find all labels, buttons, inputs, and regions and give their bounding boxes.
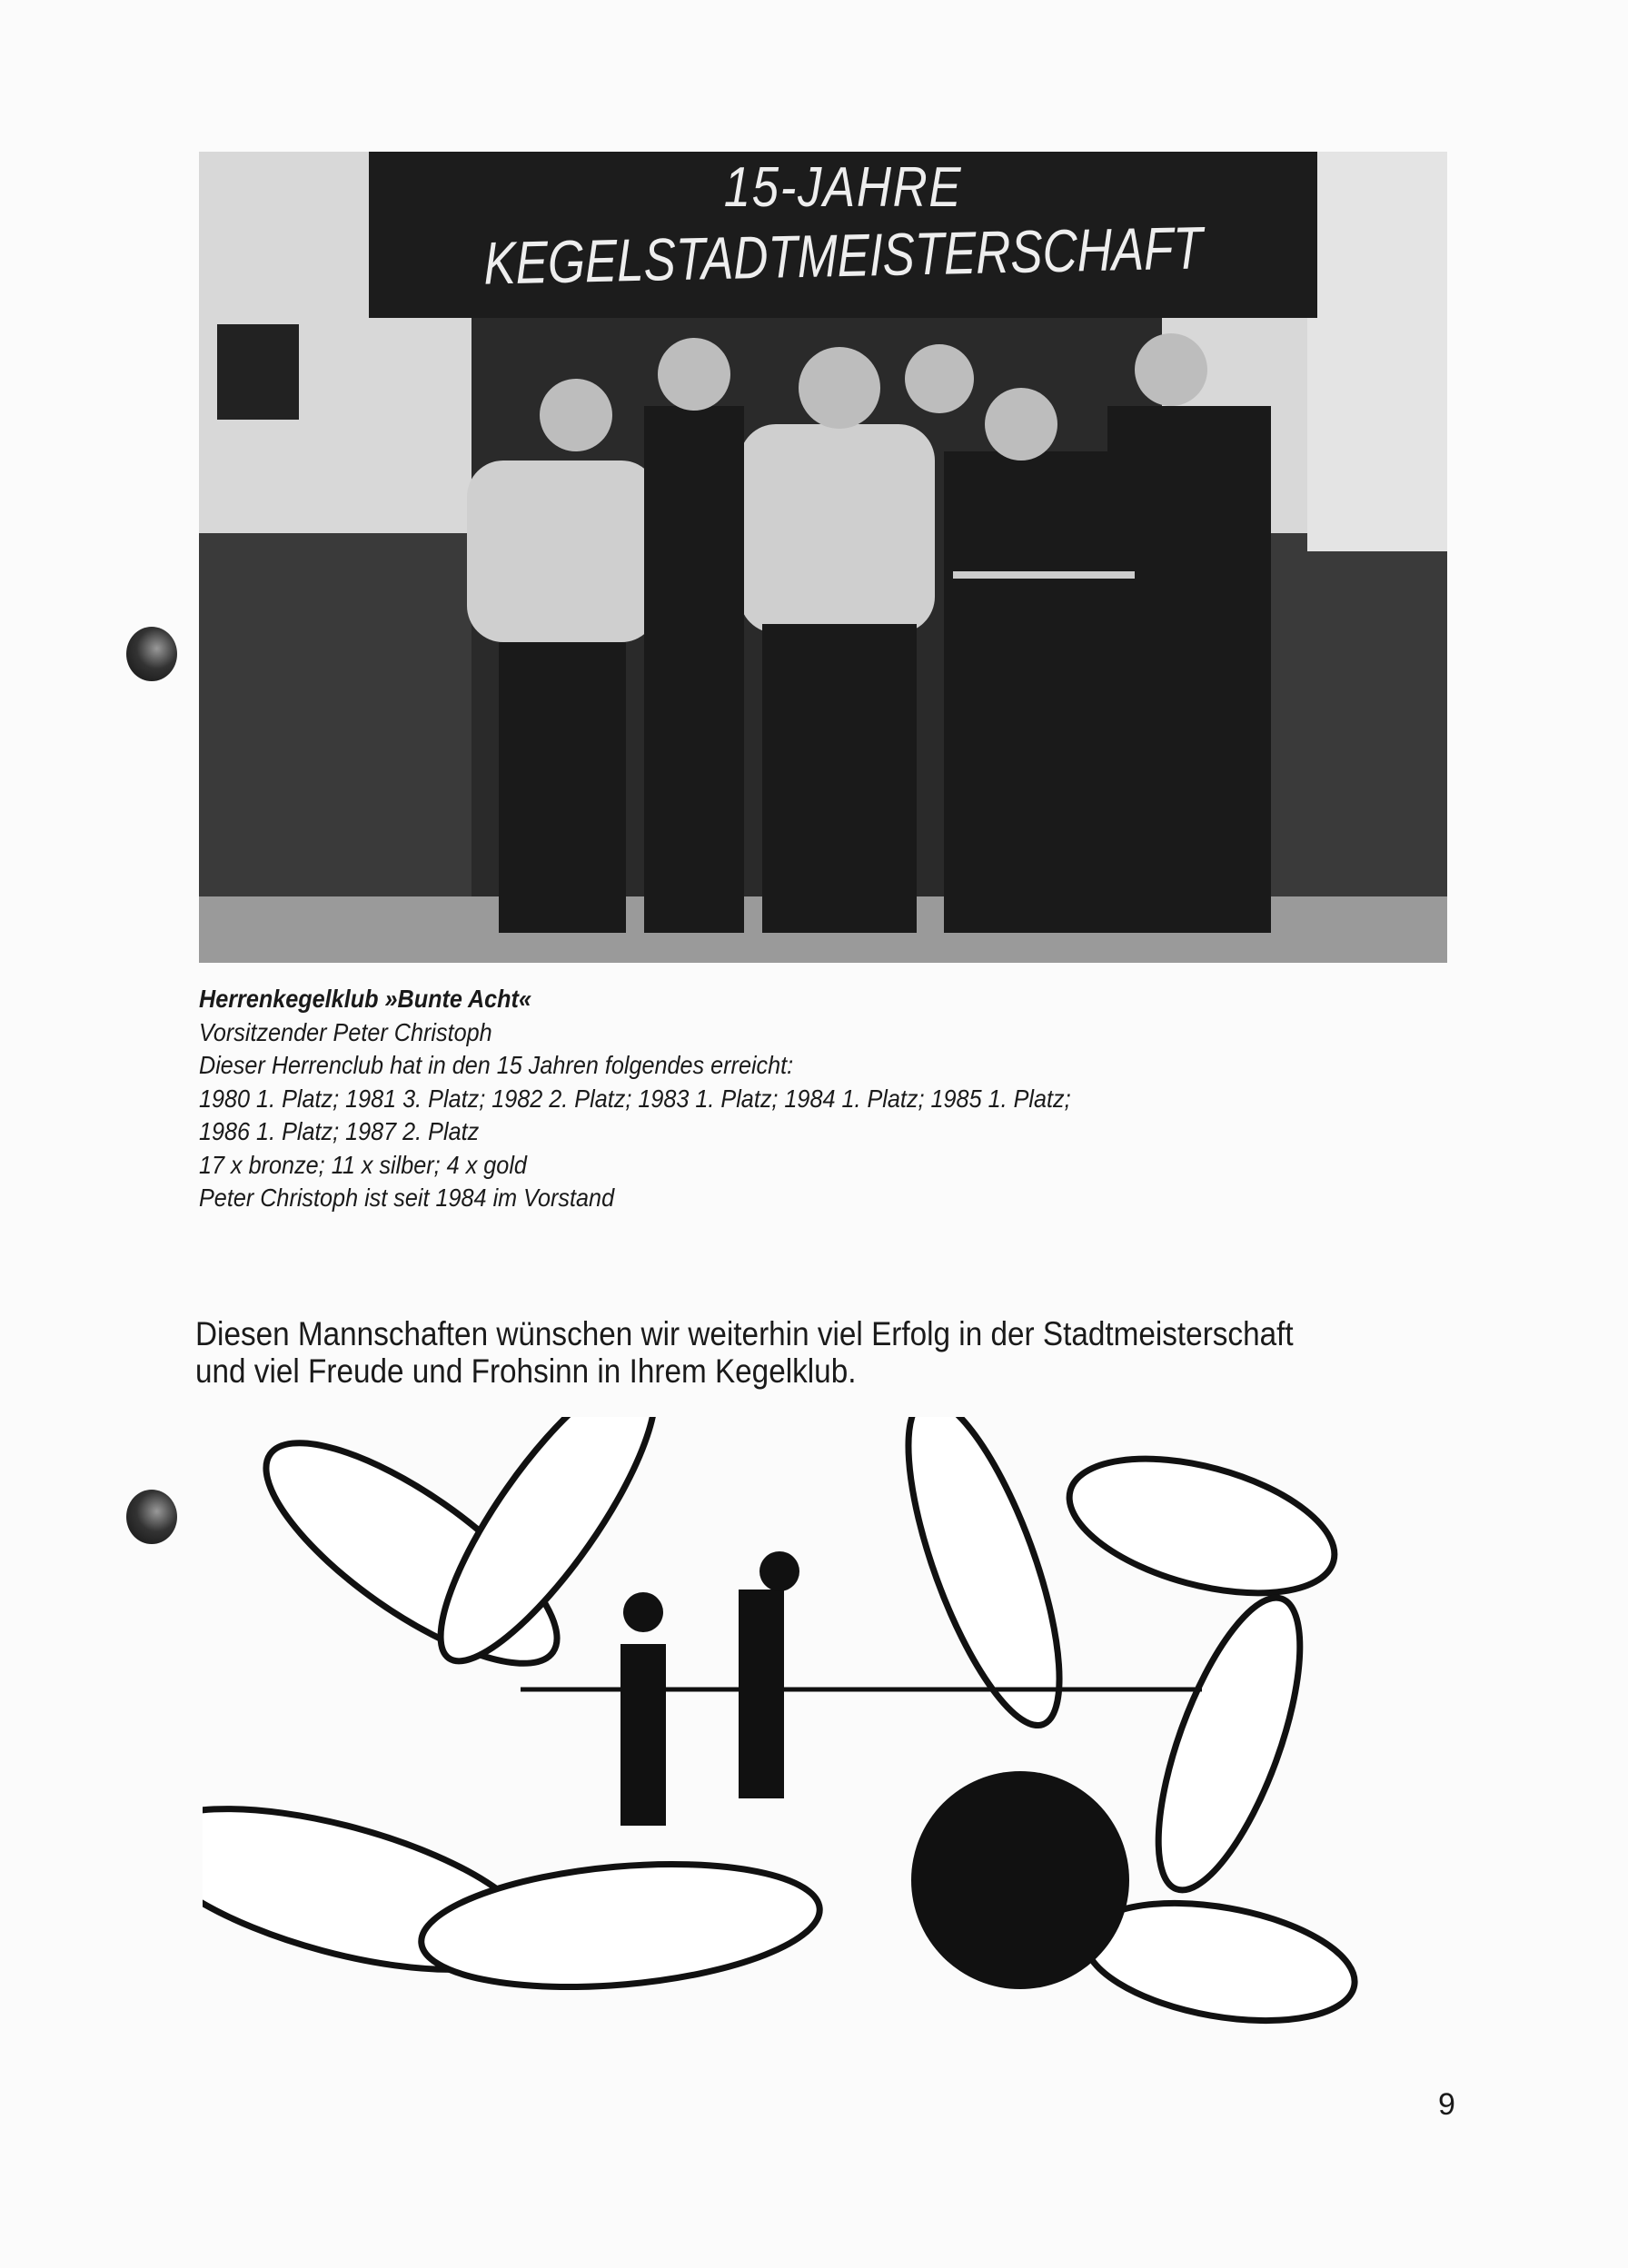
caption-line: Dieser Herrenclub hat in den 15 Jahren folgendes erreicht:: [199, 1051, 794, 1079]
punch-hole-bottom: [126, 1490, 177, 1544]
closing-line-1: Diesen Mannschaften wünschen wir weiterhin viel Erfolg in der Stadtmeisterschaft: [195, 1315, 1294, 1352]
caption-line: 1986 1. Platz; 1987 2. Platz: [199, 1117, 480, 1145]
team-photo: [199, 152, 1447, 963]
caption-line: Peter Christoph ist seit 1984 im Vorstand: [199, 1184, 615, 1212]
page-number: 9: [1438, 2087, 1455, 2122]
banner-line-1: 15-JAHRE: [723, 156, 963, 219]
banner-line-2: KEGELSTADTMEISTERSCHAFT: [482, 213, 1204, 297]
closing-paragraph: [195, 1315, 1294, 1390]
caption-line: Vorsitzender Peter Christoph: [199, 1017, 492, 1046]
closing-line-2: und viel Freude und Frohsinn in Ihrem Kegelklub.: [195, 1352, 857, 1390]
photo-caption: [199, 983, 1071, 1215]
bowling-pins-illustration: [203, 1417, 1375, 2062]
punch-hole-top: [126, 627, 177, 681]
caption-title: Herrenkegelklub »Bunte Acht«: [199, 985, 531, 1013]
photo-banner: [369, 152, 1317, 318]
caption-line: 17 x bronze; 11 x silber; 4 x gold: [199, 1150, 527, 1179]
caption-line: 1980 1. Platz; 1981 3. Platz; 1982 2. Platz; 1983 1. Platz; 1984 1. Platz; 1985 1. Platz;: [199, 1084, 1071, 1113]
